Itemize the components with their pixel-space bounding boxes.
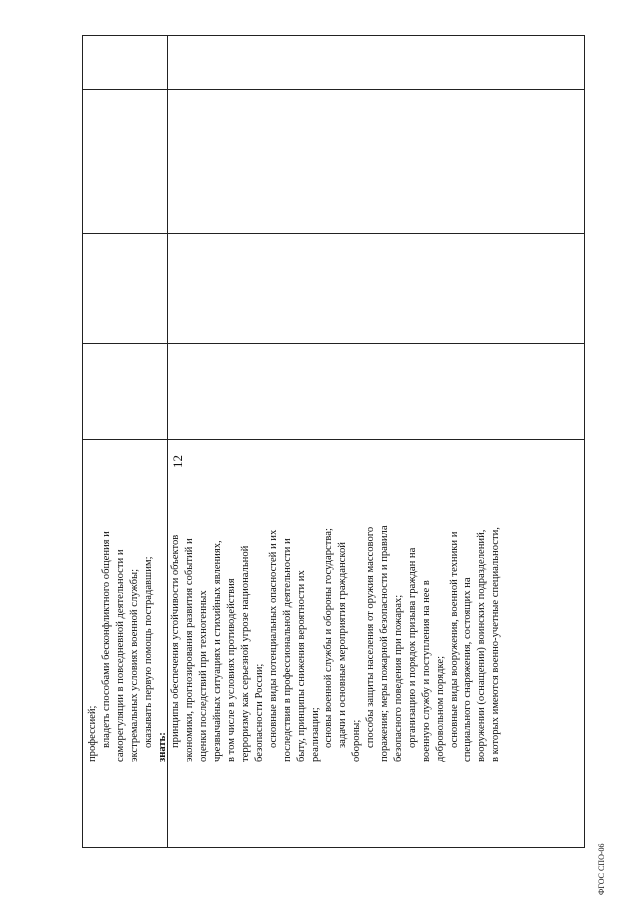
table-text-line: в том числе в условиях противодействия: [226, 578, 238, 762]
table-text-line: основные виды потенциальных опасностей и их: [267, 529, 279, 748]
table-text-line: организацию и порядок призыва граждан на: [406, 547, 418, 748]
table-text-line: безопасности России;: [253, 663, 265, 762]
footer-document-code: ФГОС СПО-06: [597, 843, 606, 895]
table-column-divider: [83, 343, 584, 344]
table-text-line: экстремальных условиях военной службы;: [128, 568, 140, 762]
table-text-line: принципы обеспечения устойчивости объектов: [170, 534, 182, 748]
table-column-divider: [83, 89, 584, 90]
table-text-line: задачи и основные мероприятия гражданской: [337, 542, 349, 748]
table-text-line: владеть способами бесконфликтного общения и: [100, 531, 112, 748]
table-text-line: оказывать первую помощь пострадавшим;: [142, 556, 154, 748]
table-text-line: вооружении (оснащении) воинских подразделений,: [476, 529, 488, 762]
table-text-line: способы защиты населения от оружия массового: [365, 526, 377, 748]
table-text-line: оценки последствий при техногенных: [198, 590, 210, 762]
table-text-line: терроризму как серьезной угрозе национальной: [239, 545, 251, 762]
page-number: 12: [170, 455, 185, 468]
table-text-line: добровольном порядке;: [434, 655, 446, 762]
table-text-line: поражения; меры пожарной безопасности и правила: [379, 525, 391, 762]
table-text-line: специального снаряжения, состоящих на: [462, 577, 474, 762]
table-text-line: обороны;: [351, 719, 363, 762]
document-table: [82, 35, 585, 848]
table-text-line: последствия в профессиональной деятельности и: [281, 538, 293, 762]
table-text-line: экономики, прогнозирования развития событий и: [184, 538, 196, 762]
table-text-line: быту, принципы снижения вероятности их: [295, 570, 307, 762]
table-text-cell: [86, 440, 502, 762]
table-text-line: военную службу и поступления на нее в: [420, 580, 432, 762]
table-text-line: знать:: [156, 732, 168, 762]
table-text-line: саморегуляции в повседневной деятельности и: [114, 549, 126, 762]
table-text-line: чрезвычайных ситуациях и стихийных явлениях,: [212, 540, 224, 762]
table-text-line: основы военной службы и обороны государства;: [323, 528, 335, 748]
table-text-line: профессией;: [87, 705, 98, 762]
table-text-line: безопасного поведения при пожарах;: [392, 594, 404, 762]
table-text-line: основные виды вооружения, военной техники и: [448, 531, 460, 748]
table-column-divider: [83, 233, 584, 234]
table-text-line: реализации;: [309, 707, 321, 762]
table-text-line: в которых имеются военно-учетные специальности,: [490, 527, 502, 762]
